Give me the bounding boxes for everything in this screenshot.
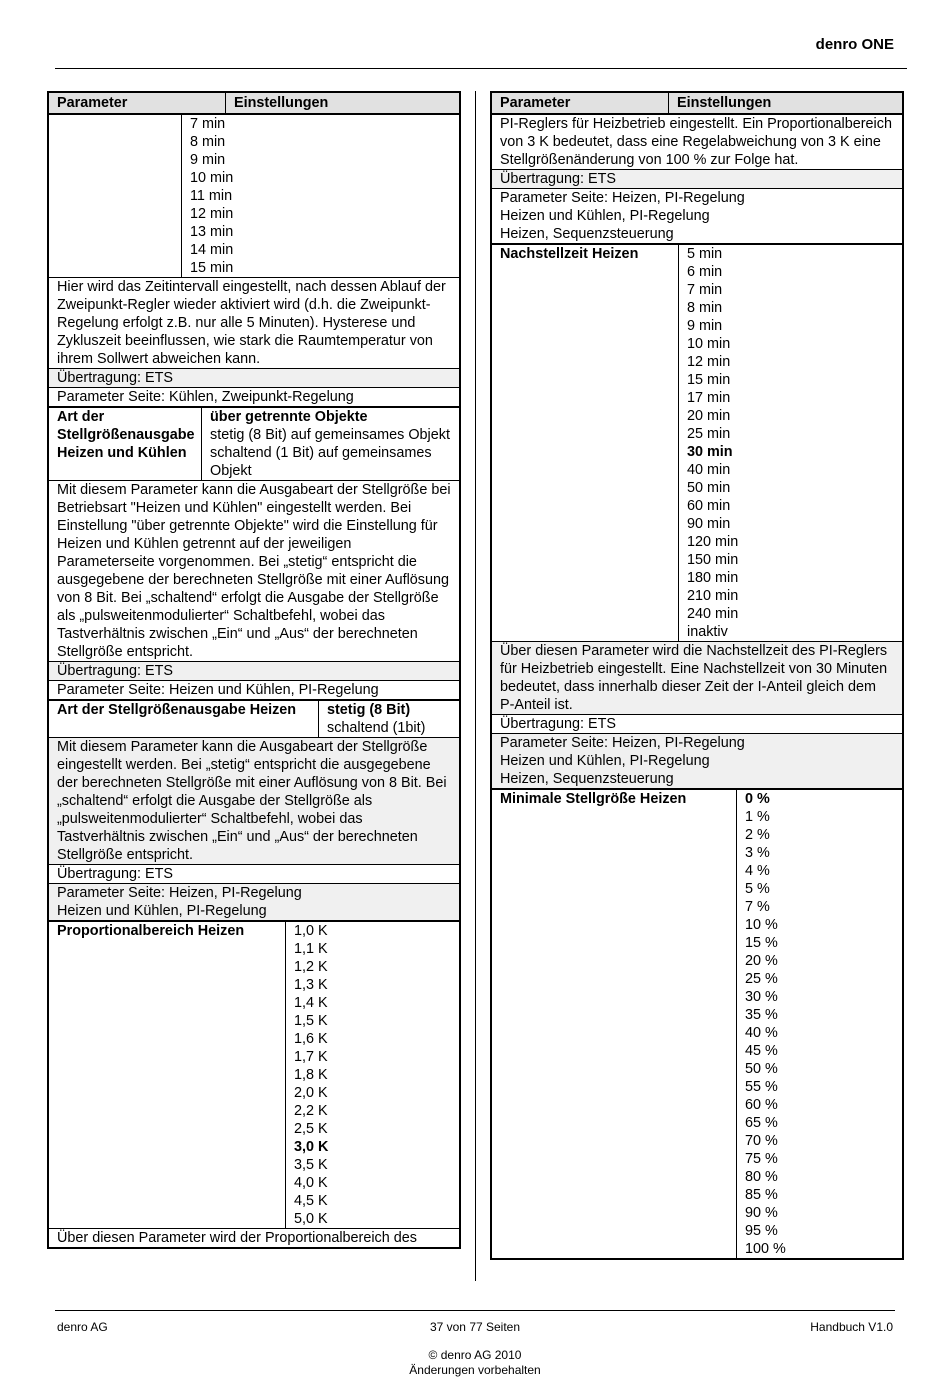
option-value: 35 % <box>745 1007 778 1023</box>
nach-page <box>492 734 902 790</box>
cont-page-line: Heizen, Sequenzsteuerung <box>500 226 674 242</box>
option-value: 6 min <box>687 264 723 280</box>
option-value: 40 % <box>745 1025 778 1041</box>
art1-description: Mit diesem Parameter kann die Ausgabeart der Stellgröße bei Betriebsart "Heizen und Kühlen" eingestellt werden. Bei Einstellung "über getrennte Objekte" wird die Einstellung für Heizen und Kühlen getrennt auf der jeweiligen Parameterseite vorgenommen. Bei „stetig“ entspricht die ausgegebene der berechneten Stellgröße mit einer Auflösung von 8 Bit. Bei „schaltend“ erfolgt die Ausgabe der Stellgröße als „pulsweitenmodulierter“ Schaltbefehl, wobei das Tastverhältnis zwischen „Ein“ und „Aus“ der berechneten Stellgröße entspricht. <box>49 481 459 662</box>
option-value: 15 % <box>745 935 778 951</box>
table-header <box>49 93 459 115</box>
option-value: 150 min <box>687 552 739 568</box>
option-value: 9 min <box>687 318 723 334</box>
option-value: 30 min <box>687 444 733 460</box>
art2-description: Mit diesem Parameter kann die Ausgabeart der Stellgröße eingestellt werden. Bei „stetig“ entspricht die ausgegebene der berechneten Stellgröße mit einer Auflösung von 8 Bit. Bei „schaltend“ erfolgt die Ausgabe der Stellgröße als „pulsweitenmodulierter“ Schaltbefehl, wobei das Tastverhältnis zwischen „Ein“ und „Aus“ der berechneten Stellgröße entspricht. <box>49 738 459 865</box>
option-value: 210 min <box>687 588 739 604</box>
min-values <box>737 790 794 1258</box>
option-value: 25 min <box>687 426 731 442</box>
zeit-values <box>182 115 241 277</box>
nach-description: Über diesen Parameter wird die Nachstellzeit des PI-Reglers für Heizbetrieb eingestellt. Eine Nachstellzeit von 30 Minuten bedeutet, dass innerhalb dieser Zeit der I-Anteil gleich dem P-Anteil ist. <box>492 642 902 715</box>
art2-options <box>319 701 433 737</box>
option-value: 2,5 K <box>294 1121 328 1137</box>
option-value: 2 % <box>745 827 770 843</box>
footer-rule <box>55 1310 895 1311</box>
zeit-page: Parameter Seite: Kühlen, Zweipunkt-Regelung <box>49 388 459 408</box>
option-value: 50 min <box>687 480 731 496</box>
art2-page-line: Parameter Seite: Heizen, PI-Regelung <box>57 885 302 901</box>
option-value: 1,2 K <box>294 959 328 975</box>
option-value: 1,3 K <box>294 977 328 993</box>
option-value: 40 min <box>687 462 731 478</box>
art2-option: schaltend (1bit) <box>327 720 426 736</box>
option-value: 3,5 K <box>294 1157 328 1173</box>
option-value: 180 min <box>687 570 739 586</box>
option-value: 1,5 K <box>294 1013 328 1029</box>
art1-options <box>202 408 459 480</box>
col-header-parameter: Parameter <box>49 93 226 113</box>
prop-row <box>49 922 459 1229</box>
option-value: 11 min <box>190 188 233 204</box>
zeit-transfer: Übertragung: ETS <box>49 369 459 388</box>
document-title: denro ONE <box>815 36 894 53</box>
table-header <box>492 93 902 115</box>
footer-copyright-block <box>0 1348 950 1378</box>
option-value: 15 min <box>190 260 234 276</box>
footer-notice: Änderungen vorbehalten <box>409 1363 541 1377</box>
footer-company: denro AG <box>57 1320 108 1334</box>
option-value: 4 % <box>745 863 770 879</box>
prop-description: Über diesen Parameter wird der Proportionalbereich des <box>57 1230 417 1246</box>
option-value: 5 % <box>745 881 770 897</box>
column-divider <box>475 91 476 1281</box>
option-value: 30 % <box>745 989 778 1005</box>
option-value: 1,1 K <box>294 941 328 957</box>
art1-option: stetig (8 Bit) auf gemeinsames Objekt <box>210 427 450 443</box>
nach-row <box>492 245 902 642</box>
cont-description: PI-Reglers für Heizbetrieb eingestellt. Ein Proportionalbereich von 3 K bedeutet, dass eine Regelabweichung von 3 K eine Stellgrößenänderung von 100 % zur Folge hat. <box>492 115 902 170</box>
nach-page-line: Heizen und Kühlen, PI-Regelung <box>500 753 710 769</box>
option-value: 3,0 K <box>294 1139 329 1155</box>
option-value: 8 min <box>190 134 226 150</box>
art1-option: schaltend (1 Bit) auf gemeinsames Objekt <box>210 445 432 479</box>
option-value: 12 min <box>190 206 234 222</box>
nach-page-line: Heizen, Sequenzsteuerung <box>500 771 674 787</box>
nach-page-line: Parameter Seite: Heizen, PI-Regelung <box>500 735 745 751</box>
option-value: 1 % <box>745 809 770 825</box>
option-value: 25 % <box>745 971 778 987</box>
min-name: Minimale Stellgröße Heizen <box>492 790 737 1258</box>
art1-row <box>49 408 459 481</box>
option-value: 85 % <box>745 1187 778 1203</box>
cont-page-line: Parameter Seite: Heizen, PI-Regelung <box>500 190 745 206</box>
option-value: 9 min <box>190 152 226 168</box>
cont-page <box>492 189 902 245</box>
option-value: 55 % <box>745 1079 778 1095</box>
option-value: 5,0 K <box>294 1211 328 1227</box>
footer-page-number: 37 von 77 Seiten <box>429 1320 521 1334</box>
col-header-parameter: Parameter <box>492 93 669 113</box>
option-value: 7 min <box>190 116 226 132</box>
option-value: 8 min <box>687 300 723 316</box>
option-value: 12 min <box>687 354 731 370</box>
option-value: 20 % <box>745 953 778 969</box>
left-parameter-table <box>47 91 461 1249</box>
option-value: 5 min <box>687 246 723 262</box>
option-value: 20 min <box>687 408 731 424</box>
option-value: 60 % <box>745 1097 778 1113</box>
option-value: 120 min <box>687 534 739 550</box>
nach-transfer: Übertragung: ETS <box>492 715 902 734</box>
option-value: 100 % <box>745 1241 786 1257</box>
option-value: 0 % <box>745 791 770 807</box>
option-value: 95 % <box>745 1223 778 1239</box>
option-value: 65 % <box>745 1115 778 1131</box>
cont-transfer: Übertragung: ETS <box>492 170 902 189</box>
option-value: 80 % <box>745 1169 778 1185</box>
prop-values <box>286 922 336 1228</box>
option-value: 1,6 K <box>294 1031 328 1047</box>
option-value: 15 min <box>687 372 731 388</box>
option-value: 10 min <box>190 170 234 186</box>
option-value: 60 min <box>687 498 731 514</box>
col-header-settings: Einstellungen <box>677 95 772 111</box>
footer-copyright: © denro AG 2010 <box>428 1348 522 1362</box>
prop-name: Proportionalbereich Heizen <box>49 922 286 1228</box>
option-value: 45 % <box>745 1043 778 1059</box>
art2-transfer: Übertragung: ETS <box>49 865 459 884</box>
option-value: 2,2 K <box>294 1103 328 1119</box>
option-value: 3 % <box>745 845 770 861</box>
option-value: 1,4 K <box>294 995 328 1011</box>
zeit-description: Hier wird das Zeitintervall eingestellt, nach dessen Ablauf der Zweipunkt-Regler wieder aktiviert wird (d.h. die Zweipunkt-Regelung erfolgt z.B. nur alle 5 Minuten). Hysterese und Zykluszeit beeinflussen, wie stark die Raumtemperatur von ihrem Sollwert abweichen kann. <box>49 278 459 369</box>
header-rule <box>55 68 907 69</box>
cont-page-line: Heizen und Kühlen, PI-Regelung <box>500 208 710 224</box>
col-header-settings: Einstellungen <box>234 95 329 111</box>
option-value: inaktiv <box>687 624 728 640</box>
footer-version: Handbuch V1.0 <box>810 1320 893 1334</box>
option-value: 14 min <box>190 242 234 258</box>
art1-page: Parameter Seite: Heizen und Kühlen, PI-Regelung <box>49 681 459 701</box>
art2-name: Art der Stellgrößenausgabe Heizen <box>49 701 319 737</box>
option-value: 50 % <box>745 1061 778 1077</box>
art2-page <box>49 884 459 922</box>
option-value: 13 min <box>190 224 234 240</box>
min-row <box>492 790 902 1258</box>
option-value: 2,0 K <box>294 1085 328 1101</box>
option-value: 4,0 K <box>294 1175 328 1191</box>
option-value: 70 % <box>745 1133 778 1149</box>
option-value: 7 % <box>745 899 770 915</box>
art2-row <box>49 701 459 738</box>
option-value: 10 min <box>687 336 731 352</box>
option-value: 240 min <box>687 606 739 622</box>
art1-name: Art der Stellgrößenausgabe Heizen und Kühlen <box>49 408 202 480</box>
option-value: 75 % <box>745 1151 778 1167</box>
art1-transfer: Übertragung: ETS <box>49 662 459 681</box>
option-value: 1,0 K <box>294 923 328 939</box>
art2-option: stetig (8 Bit) <box>327 702 411 718</box>
option-value: 1,8 K <box>294 1067 328 1083</box>
option-value: 7 min <box>687 282 723 298</box>
option-value: 10 % <box>745 917 778 933</box>
art2-page-line: Heizen und Kühlen, PI-Regelung <box>57 903 267 919</box>
option-value: 17 min <box>687 390 731 406</box>
nach-values <box>679 245 746 641</box>
art1-option: über getrennte Objekte <box>210 409 368 425</box>
nach-name: Nachstellzeit Heizen <box>492 245 679 641</box>
zeit-values-row <box>49 115 459 278</box>
right-parameter-table <box>490 91 904 1260</box>
zeit-name-cell <box>49 115 182 277</box>
option-value: 4,5 K <box>294 1193 328 1209</box>
option-value: 90 % <box>745 1205 778 1221</box>
option-value: 90 min <box>687 516 731 532</box>
option-value: 1,7 K <box>294 1049 328 1065</box>
